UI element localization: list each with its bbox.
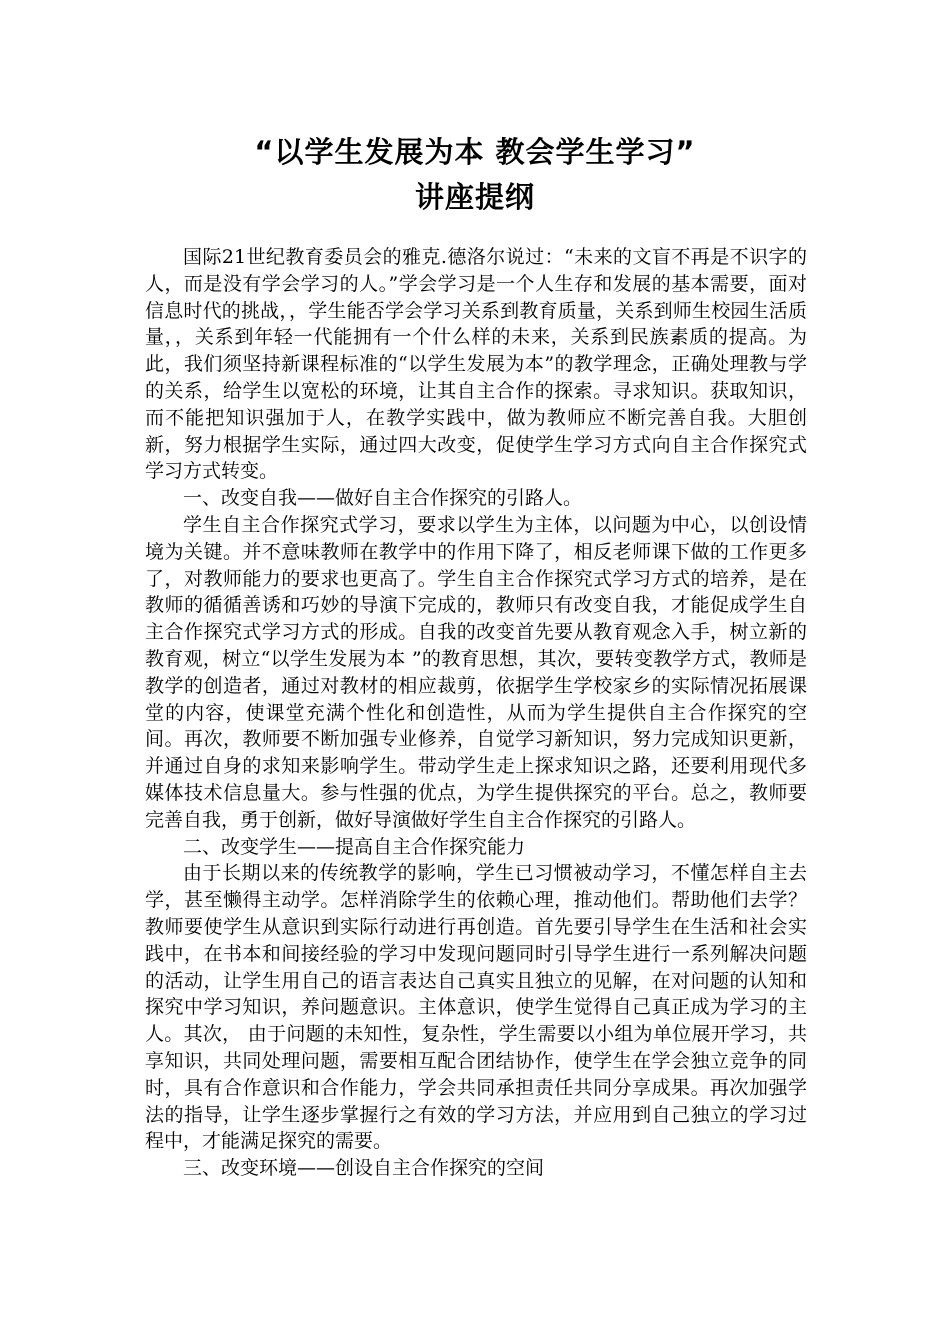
section-heading-1: 一、改变自我——做好自主合作探究的引路人。 <box>183 487 583 510</box>
intro-paragraph: 国际21世纪教育委员会的雅克.德洛尔说过：“未来的文盲不再是不识字的人，而是没有学会学习的人。”学会学习是一个人生存和发展的基本需要，面对信息时代的挑战，，学生能否学会学习关系到教育质量，关系到师生校园生活质量，，关系到年轻一代能拥有一个什么样的未来，关系到民族素质的提高。为此，我们须坚持新课程标准的“以学生发展为本”的教学理念，正确处理教与学的关系，给学生以宽松的环境，让其自主合作的探索。寻求知识。获取知识，而不能把知识强加于人，在教学实践中，做为教师应不断完善自我。大胆创新，努力根据学生实际，通过四大改变，促使学生学习方式向自主合作探究式学习方式转变。 <box>145 246 807 483</box>
document-subtitle: 讲座提纲 <box>414 180 535 214</box>
section-1-paragraph: 学生自主合作探究式学习，要求以学生为主体，以问题为中心，以创设情境为关键。并不意味教师在教学中的作用下降了，相反老师课下做的工作更多了，对教师能力的要求也更高了。学生自主合作探究式学习方式的培养，是在教师的循循善诱和巧妙的导演下完成的，教师只有改变自我，才能促成学生自主合作探究式学习方式的形成。自我的改变首先要从教育观念入手，树立新的教育观，树立“以学生发展为本 ”的教育思想，其次，要转变教学方式，教师是教学的创造者，通过对教材的相应裁剪，依据学生学校家乡的实际情况拓展课堂的内容，使课堂充满个性化和创造性，从而为学生提供自主合作探究的空间。再次，教师要不断加强专业修养，自觉学习新知识，努力完成知识更新，并通过自身的求知来影响学生。带动学生走上探求知识之路，还要利用现代多媒体技术信息量大。参与性强的优点，为学生提供探究的平台。总之，教师要完善自我，勇于创新，做好导演做好学生自主合作探究的引路人。 <box>145 513 807 831</box>
document-title: “以学生发展为本 教会学生学习” <box>254 135 696 169</box>
section-heading-2: 二、改变学生——提高自主合作探究能力 <box>183 835 526 858</box>
section-heading-3: 三、改变环境——创设自主合作探究的空间 <box>183 1157 545 1180</box>
document-body <box>145 244 807 1182</box>
section-2-paragraph: 由于长期以来的传统教学的影响，学生已习惯被动学习，不懂怎样自主去学，甚至懒得主动学。怎样消除学生的依赖心理，推动他们。帮助他们去学？教师要使学生从意识到实际行动进行再创造。首先要引导学生在生活和社会实践中，在书本和间接经验的学习中发现问题同时引导学生进行一系列解决问题的活动，让学生用自己的语言表达自己真实且独立的见解，在对问题的认知和探究中学习知识，养问题意识。主体意识，使学生觉得自己真正成为学习的主人。其次， 由于问题的未知性，复杂性，学生需要以小组为单位展开学习，共享知识，共同处理问题，需要相互配合团结协作，使学生在学会独立竞争的同时，具有合作意识和合作能力，学会共同承担责任共同分享成果。再次加强学法的指导，让学生逐步掌握行之有效的学习方法，并应用到自己独立的学习过程中，才能满足探究的需要。 <box>145 862 807 1153</box>
